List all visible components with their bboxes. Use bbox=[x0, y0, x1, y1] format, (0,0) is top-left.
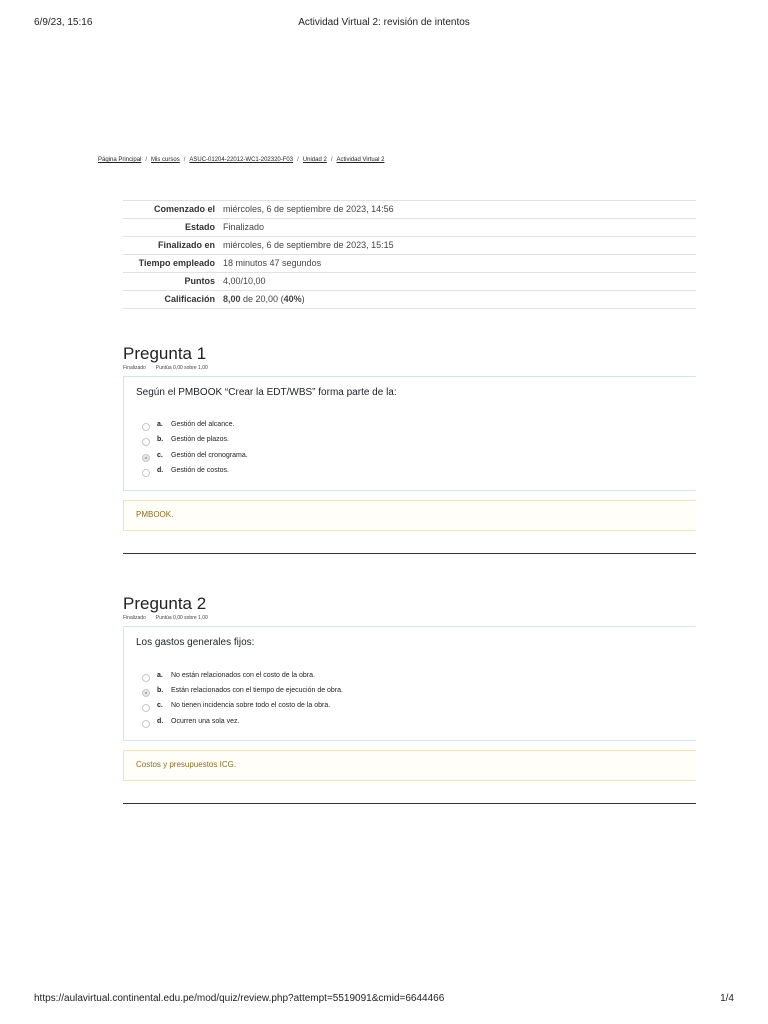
grade-percent: 40% bbox=[283, 294, 302, 304]
breadcrumb-separator: / bbox=[145, 157, 148, 163]
grade-value bbox=[219, 291, 696, 309]
question-score: Puntúa 0,00 sobre 1,00 bbox=[155, 615, 208, 621]
option-text: Gestión del cronograma. bbox=[171, 452, 248, 459]
option-letter: c. bbox=[157, 702, 163, 709]
summary-row bbox=[123, 291, 696, 309]
question-1-header bbox=[123, 344, 208, 371]
radio-button[interactable] bbox=[142, 704, 150, 712]
question-2-content bbox=[123, 626, 696, 741]
summary-label: Estado bbox=[123, 219, 219, 237]
question-divider bbox=[123, 553, 696, 554]
print-url: https://aulavirtual.continental.edu.pe/mod/quiz/review.php?attempt=5519091&cmid=6644466 bbox=[34, 993, 445, 1004]
summary-row bbox=[123, 273, 696, 291]
breadcrumb-course[interactable]: ASUC-01204-22012-WC1-202320-F03 bbox=[189, 157, 294, 163]
summary-label: Calificación bbox=[123, 291, 219, 309]
print-page-number: 1/4 bbox=[720, 993, 734, 1004]
option-letter: d. bbox=[157, 467, 164, 474]
question-2-header bbox=[123, 594, 208, 621]
summary-value: 4,00/10,00 bbox=[219, 273, 696, 291]
question-1-feedback bbox=[123, 500, 696, 531]
radio-button[interactable] bbox=[142, 438, 150, 446]
breadcrumb-separator: / bbox=[330, 157, 333, 163]
question-text: Los gastos generales fijos: bbox=[136, 637, 255, 648]
question-score: Puntúa 0,00 sobre 1,00 bbox=[155, 365, 208, 371]
breadcrumb bbox=[98, 157, 384, 163]
radio-button[interactable] bbox=[142, 423, 150, 431]
question-info bbox=[123, 365, 208, 371]
feedback-text: Costos y presupuestos ICG. bbox=[136, 760, 237, 769]
radio-button[interactable] bbox=[142, 469, 150, 477]
option-text: Gestión de plazos. bbox=[171, 436, 229, 443]
radio-button-selected[interactable] bbox=[142, 689, 150, 697]
option-text: No tienen incidencia sobre todo el costo de la obra. bbox=[171, 702, 331, 709]
summary-value: miércoles, 6 de septiembre de 2023, 15:15 bbox=[219, 237, 696, 255]
summary-value: miércoles, 6 de septiembre de 2023, 14:56 bbox=[219, 201, 696, 219]
option-text: Gestión de costos. bbox=[171, 467, 229, 474]
question-1-content bbox=[123, 376, 696, 491]
option-letter: b. bbox=[157, 687, 164, 694]
option-text: Están relacionados con el tiempo de ejecución de obra. bbox=[171, 687, 343, 694]
feedback-text: PMBOOK. bbox=[136, 510, 174, 519]
option-text: Gestión del alcance. bbox=[171, 421, 235, 428]
question-2-feedback bbox=[123, 750, 696, 781]
breadcrumb-separator: / bbox=[183, 157, 186, 163]
option-letter: a. bbox=[157, 421, 163, 428]
grade-points: 8,00 bbox=[223, 294, 241, 304]
option-letter: d. bbox=[157, 718, 164, 725]
summary-value: 18 minutos 47 segundos bbox=[219, 255, 696, 273]
attempt-summary-table bbox=[123, 200, 696, 309]
breadcrumb-activity[interactable]: Actividad Virtual 2 bbox=[336, 157, 385, 163]
breadcrumb-my-courses[interactable]: Mis cursos bbox=[151, 157, 180, 163]
summary-label: Finalizado en bbox=[123, 237, 219, 255]
summary-row bbox=[123, 237, 696, 255]
option-letter: a. bbox=[157, 672, 163, 679]
print-page-title: Actividad Virtual 2: revisión de intentos bbox=[298, 17, 470, 28]
question-text: Según el PMBOOK “Crear la EDT/WBS” forma parte de la: bbox=[136, 387, 397, 398]
summary-label: Puntos bbox=[123, 273, 219, 291]
radio-button[interactable] bbox=[142, 720, 150, 728]
question-status: Finalizado bbox=[123, 615, 146, 621]
radio-button-selected[interactable] bbox=[142, 454, 150, 462]
question-info bbox=[123, 615, 208, 621]
question-divider bbox=[123, 803, 696, 804]
grade-max: de 20,00 ( bbox=[240, 294, 284, 304]
option-letter: c. bbox=[157, 452, 163, 459]
option-letter: b. bbox=[157, 436, 164, 443]
print-header bbox=[34, 17, 734, 31]
summary-value: Finalizado bbox=[219, 219, 696, 237]
question-status: Finalizado bbox=[123, 365, 146, 371]
breadcrumb-home[interactable]: Página Principal bbox=[98, 157, 142, 163]
question-title: Pregunta 2 bbox=[123, 594, 207, 613]
grade-close: ) bbox=[301, 294, 305, 304]
print-date: 6/9/23, 15:16 bbox=[34, 17, 93, 28]
option-text: No están relacionados con el costo de la obra. bbox=[171, 672, 315, 679]
summary-label: Tiempo empleado bbox=[123, 255, 219, 273]
breadcrumb-separator: / bbox=[297, 157, 299, 163]
summary-label: Comenzado el bbox=[123, 201, 219, 219]
question-title: Pregunta 1 bbox=[123, 344, 207, 363]
summary-row bbox=[123, 219, 696, 237]
summary-row bbox=[123, 201, 696, 219]
print-footer bbox=[34, 993, 734, 1007]
summary-row bbox=[123, 255, 696, 273]
breadcrumb-unit[interactable]: Unidad 2 bbox=[302, 157, 327, 163]
option-text: Ocurren una sola vez. bbox=[171, 718, 240, 725]
radio-button[interactable] bbox=[142, 674, 150, 682]
